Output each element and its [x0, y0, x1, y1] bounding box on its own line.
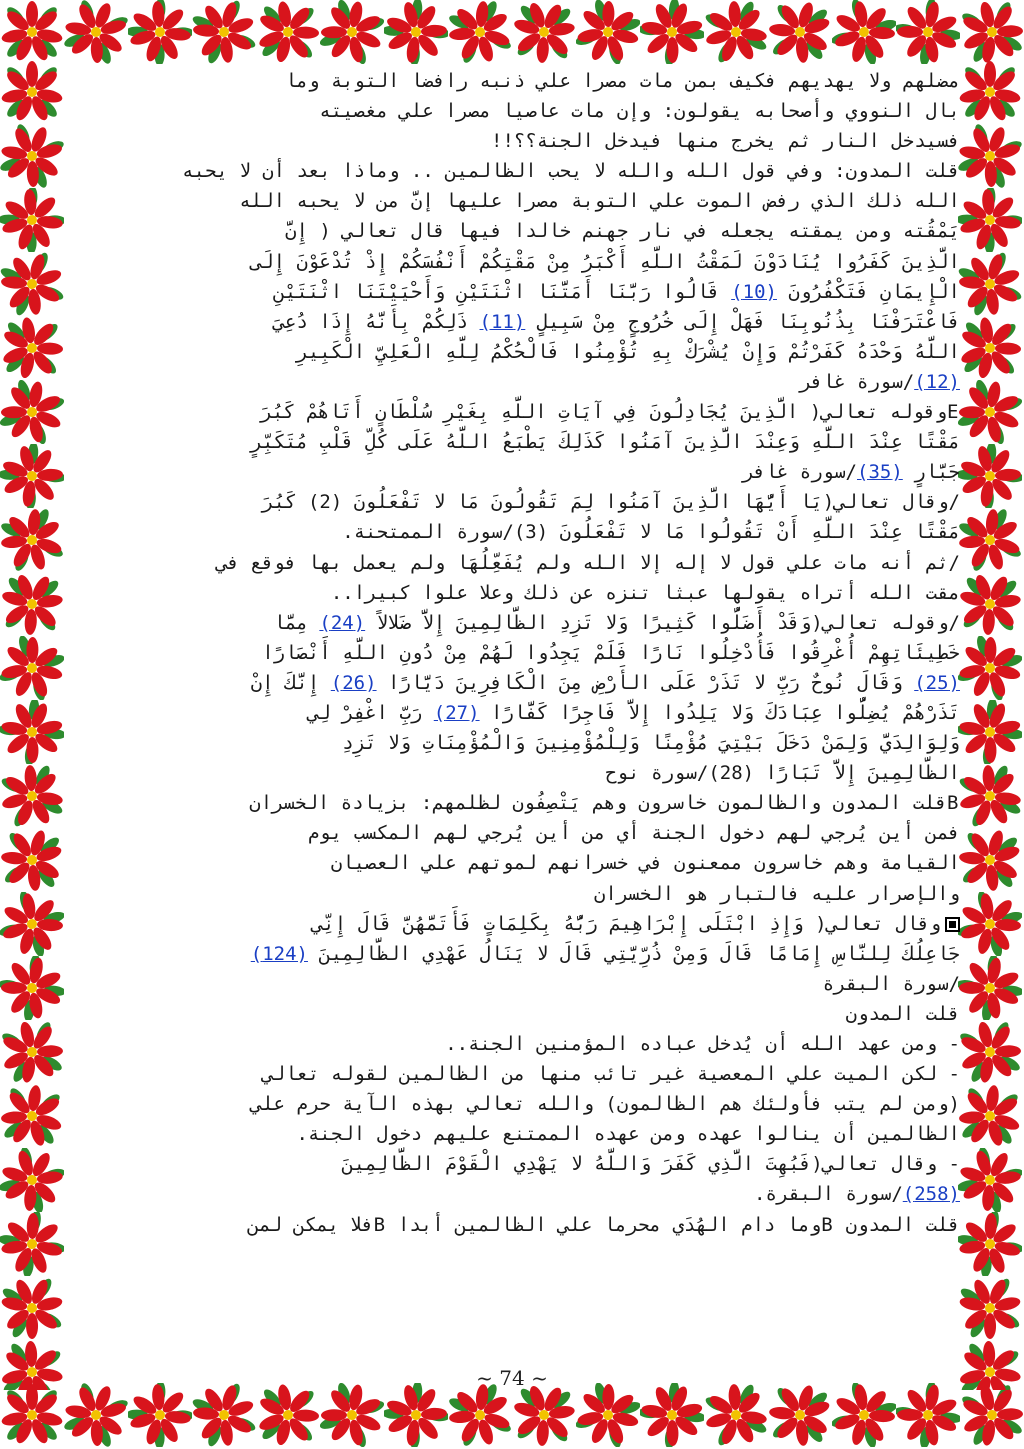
- poinsettia-flower-icon: [256, 1383, 320, 1447]
- text-line: [68, 427, 960, 457]
- poinsettia-flower-icon: [960, 0, 1024, 64]
- poinsettia-flower-icon: [0, 508, 64, 572]
- poinsettia-flower-icon: [576, 1383, 640, 1447]
- text-line: [68, 307, 960, 337]
- poinsettia-flower-icon: [704, 0, 768, 64]
- verse-reference-link[interactable]: (27): [433, 701, 480, 724]
- text-line: [68, 1149, 960, 1179]
- text-segment: والإصرار عليه فالتبار هو الخسران: [593, 882, 960, 905]
- text-line: [68, 758, 960, 788]
- poinsettia-flower-icon: [0, 1084, 64, 1148]
- poinsettia-flower-icon: [958, 1148, 1022, 1212]
- verse-reference-link[interactable]: (10): [731, 280, 777, 303]
- poinsettia-flower-icon: [0, 956, 64, 1020]
- poinsettia-flower-icon: [0, 380, 64, 444]
- poinsettia-flower-icon: [128, 0, 192, 64]
- poinsettia-flower-icon: [448, 1383, 512, 1447]
- text-line: [68, 999, 960, 1029]
- poinsettia-flower-icon: [832, 1383, 896, 1447]
- text-segment: /سورة البقرة.: [754, 1183, 903, 1206]
- text-line: [68, 909, 960, 939]
- poinsettia-flower-icon: [958, 1276, 1022, 1340]
- text-segment: تَذَرْهُمْ يُضِلُّوا عِبَادَكَ وَلا يَلِدُوا إِلاَّ فَاجِرًا كَفَّارًا: [479, 701, 960, 724]
- poinsettia-flower-icon: [0, 60, 64, 124]
- verse-reference-link[interactable]: (35): [857, 461, 903, 484]
- text-segment: - لكن الميت علي المعصية غير تائب منها من الظالمين لقوله تعالي: [262, 1063, 960, 1086]
- verse-reference-link[interactable]: (124): [250, 942, 308, 965]
- poinsettia-flower-icon: [0, 316, 64, 380]
- verse-reference-link[interactable]: (11): [479, 310, 526, 333]
- text-segment: الْإِيمَانِ فَتَكْفُرُونَ: [776, 280, 960, 303]
- square-bullet-icon: [945, 917, 960, 932]
- text-segment: رَبِّ اغْفِرْ لِي: [307, 701, 434, 724]
- text-line: [68, 698, 960, 728]
- text-line: [68, 277, 960, 307]
- text-line: [68, 186, 960, 216]
- text-line: [68, 728, 960, 758]
- poinsettia-flower-icon: [320, 0, 384, 64]
- poinsettia-flower-icon: [192, 0, 256, 64]
- poinsettia-flower-icon: [958, 1020, 1022, 1084]
- poinsettia-flower-icon: [958, 252, 1022, 316]
- poinsettia-flower-icon: [64, 0, 128, 64]
- poinsettia-flower-icon: [704, 1383, 768, 1447]
- text-line: [68, 367, 960, 397]
- text-segment: قلت المدون: [845, 1002, 960, 1025]
- text-segment: القيامة وهم خاسرون ممعنون في خسرانهم لموتهم علي العصيان: [330, 852, 960, 875]
- text-segment: /وقوله تعالي(وَقَدْ أَضَلُّوا كَثِيرًا وَلا تَزِدِ الظَّالِمِينَ إِلاَّ ضَلالاً: [365, 611, 960, 634]
- text-segment: وقال تعالي( وَإِذِ ابْتَلَى إِبْرَاهِيمَ رَبُّهُ بِكَلِمَاتٍ فَأَتَمَّهُنَّ قَالَ إِنِّي: [311, 912, 941, 935]
- text-segment: - وقال تعالي(فَبُهِتَ الَّذِي كَفَرَ وَاللَّهُ لا يَهْدِي الْقَوْمَ الظَّالِمِينَ: [342, 1153, 960, 1176]
- poinsettia-flower-icon: [0, 828, 64, 892]
- text-segment: /سورة غافر: [742, 461, 857, 484]
- poinsettia-flower-icon: [958, 892, 1022, 956]
- text-line: [68, 397, 960, 427]
- text-segment: /سورة البقرة: [822, 972, 960, 995]
- poinsettia-flower-icon: [958, 828, 1022, 892]
- verse-reference-link[interactable]: (24): [319, 611, 366, 634]
- text-segment: الله ذلك الذي رفض الموت علي التوبة مصرا عليها إنَّ من لا يحبه الله: [239, 190, 960, 213]
- text-segment: خَطِيئَاتِهِمْ أُغْرِقُوا فَأُدْخِلُوا نَارًا فَلَمْ يَجِدُوا لَهُمْ مِنْ دُونِ اللَّهِ أَنْصَارًا: [262, 641, 960, 664]
- text-line: [68, 578, 960, 608]
- text-segment: إِنَّكَ إِنْ: [250, 671, 331, 694]
- text-line: [68, 156, 960, 186]
- text-line: [68, 216, 960, 246]
- poinsettia-flower-icon: [0, 572, 64, 636]
- text-segment: /ثم أنه مات علي قول لا إله إلا الله ولم يُفَعِّلُهَا ولم يعمل بها فوقع في: [216, 551, 960, 574]
- border-top: [0, 0, 1024, 66]
- poinsettia-flower-icon: [958, 1084, 1022, 1148]
- text-segment: الظالمين أن ينالوا عهده ومن عهده الممتنع عليهم دخول الجنة.: [296, 1123, 960, 1146]
- poinsettia-flower-icon: [0, 444, 64, 508]
- text-line: [68, 247, 960, 277]
- page-body-text: [68, 66, 960, 1366]
- poinsettia-flower-icon: [0, 252, 64, 316]
- poinsettia-flower-icon: [448, 0, 512, 64]
- poinsettia-flower-icon: [768, 0, 832, 64]
- poinsettia-flower-icon: [896, 1383, 960, 1447]
- text-segment: جَاعِلُكَ لِلنَّاسِ إِمَامًا قَالَ وَمِنْ ذُرِّيَّتِي قَالَ لا يَنَالُ عَهْدِي الظَّالِمِينَ: [307, 942, 960, 965]
- text-segment: فمن أين يُرجي لهم دخول الجنة أي من أين يُرجي لهم المكسب يوم: [307, 822, 960, 845]
- poinsettia-flower-icon: [0, 188, 64, 252]
- text-segment: فَاعْتَرَفْنَا بِذُنُوبِنَا فَهَلْ إِلَى خُرُوجٍ مِنْ سَبِيلٍ: [525, 310, 960, 333]
- poinsettia-flower-icon: [512, 0, 576, 64]
- text-segment: اللَّهُ وَحْدَهُ كَفَرْتُمْ وَإِنْ يُشْرَكْ بِهِ تُؤْمِنُوا فَالْحُكْمُ لِلَّهِ الْعَلِيِّ الْكَبِيرِ: [296, 340, 960, 363]
- poinsettia-flower-icon: [0, 1212, 64, 1276]
- text-segment: وَقَالَ نُوحٌ رَبِّ لا تَذَرْ عَلَى الأَرْضِ مِنَ الْكَافِرِينَ دَيَّارًا: [376, 671, 915, 694]
- text-line: [68, 66, 960, 96]
- poinsettia-flower-icon: [958, 124, 1022, 188]
- text-line: [68, 96, 960, 126]
- poinsettia-flower-icon: [958, 700, 1022, 764]
- poinsettia-flower-icon: [0, 1276, 64, 1340]
- text-segment: /وقال تعالي(يَا أَيُّهَا الَّذِينَ آمَنُوا لِمَ تَقُولُونَ مَا لا تَفْعَلُونَ (2) كَبُرَ: [262, 491, 960, 514]
- poinsettia-flower-icon: [958, 316, 1022, 380]
- poinsettia-flower-icon: [958, 764, 1022, 828]
- text-line: [68, 1089, 960, 1119]
- text-line: [68, 969, 960, 999]
- text-segment: Bقلت المدون والظالمون خاسرون وهم يَتْصِفُون لظلمهم: بزيادة الخسران: [249, 792, 960, 815]
- verse-reference-link[interactable]: (12): [914, 370, 960, 393]
- text-segment: (ومن لم يتب فأولئك هم الظالمون) والله تعالي بهذه الآية حرم علي: [250, 1093, 960, 1116]
- text-line: [68, 939, 960, 969]
- poinsettia-flower-icon: [958, 444, 1022, 508]
- text-segment: وَلِوَالِدَيَّ وَلِمَنْ دَخَلَ بَيْتِيَ مُؤْمِنًا وَلِلْمُؤْمِنِينَ وَالْمُؤْمِنَاتِ وَلا تَزِدِ: [342, 732, 960, 755]
- poinsettia-flower-icon: [320, 1383, 384, 1447]
- text-line: [68, 337, 960, 367]
- text-line: [68, 608, 960, 638]
- poinsettia-flower-icon: [958, 188, 1022, 252]
- poinsettia-flower-icon: [958, 380, 1022, 444]
- verse-reference-link[interactable]: (25): [914, 671, 960, 694]
- poinsettia-flower-icon: [958, 636, 1022, 700]
- text-line: [68, 1179, 960, 1209]
- poinsettia-flower-icon: [384, 0, 448, 64]
- text-segment: الَّذِينَ كَفَرُوا يُنَادَوْنَ لَمَقْتُ اللَّهِ أَكْبَرُ مِنْ مَقْتِكُمْ أَنْفُسَكُمْ إِذْ تُدْعَوْنَ إِلَى: [250, 250, 960, 273]
- text-segment: جَبَّارٍ: [902, 461, 960, 484]
- text-line: [68, 668, 960, 698]
- text-segment: Eوقوله تعالي( الَّذِينَ يُجَادِلُونَ فِي آيَاتِ اللَّهِ بِغَيْرِ سُلْطَانٍ أَتَاهُمْ كَبُرَ: [260, 401, 960, 424]
- text-segment: يَمْقُته ومن يمقته يجعله في نار جهنم خالدا فيها قال تعالي ( إِنَّ: [285, 220, 960, 243]
- poinsettia-flower-icon: [128, 1383, 192, 1447]
- page-number: ~ 74 ~: [476, 1366, 548, 1390]
- text-line: [68, 1029, 960, 1059]
- text-segment: مَقْتًا عِنْدَ اللَّهِ أَنْ تَقُولُوا مَا لا تَفْعَلُونَ (3)/سورة الممتحنة.: [342, 521, 960, 544]
- poinsettia-flower-icon: [896, 0, 960, 64]
- text-segment: بال النووي وأصحابه يقولون: وإن مات عاصيا مصرا علي مغصيته: [319, 100, 960, 123]
- poinsettia-flower-icon: [0, 1148, 64, 1212]
- poinsettia-flower-icon: [960, 1383, 1024, 1447]
- text-line: [68, 1059, 960, 1089]
- poinsettia-flower-icon: [256, 0, 320, 64]
- text-line: [68, 126, 960, 156]
- text-segment: - ومن عهد الله أن يُدخل عباده المؤمنين الجنة..: [445, 1033, 960, 1055]
- poinsettia-flower-icon: [958, 508, 1022, 572]
- text-line: [68, 788, 960, 818]
- border-right: [958, 60, 1024, 1390]
- text-line: [68, 457, 960, 487]
- text-segment: قَالُوا رَبَّنَا أَمَتَّنَا اثْنَتَيْنِ وَأَحْيَيْتَنَا اثْنَتَيْنِ: [273, 280, 732, 303]
- poinsettia-flower-icon: [0, 1383, 64, 1447]
- poinsettia-flower-icon: [958, 956, 1022, 1020]
- poinsettia-flower-icon: [0, 1020, 64, 1084]
- text-line: [68, 638, 960, 668]
- poinsettia-flower-icon: [640, 0, 704, 64]
- text-segment: مِمَّا: [273, 611, 320, 634]
- text-segment: ذَلِكُمْ بِأَنَّهُ إِذَا دُعِيَ: [273, 310, 480, 333]
- poinsettia-flower-icon: [64, 1383, 128, 1447]
- text-segment: مَقْتًا عِنْدَ اللَّهِ وَعِنْدَ الَّذِينَ آمَنُوا كَذَلِكَ يَطْبَعُ اللَّهُ عَلَى كُلِّ قَلْبِ مُتَكَبِّرٍ: [250, 431, 960, 454]
- poinsettia-flower-icon: [0, 124, 64, 188]
- text-line: [68, 1210, 960, 1240]
- poinsettia-flower-icon: [0, 700, 64, 764]
- poinsettia-flower-icon: [958, 60, 1022, 124]
- text-line: [68, 1119, 960, 1149]
- text-line: [68, 487, 960, 517]
- text-line: [68, 818, 960, 848]
- poinsettia-flower-icon: [0, 764, 64, 828]
- text-line: [68, 517, 960, 547]
- verse-reference-link[interactable]: (258): [902, 1183, 960, 1206]
- text-line: [68, 879, 960, 909]
- verse-reference-link[interactable]: (26): [330, 671, 377, 694]
- text-segment: /سورة غافر: [799, 370, 915, 393]
- text-segment: قلت المدون: وفي قول الله والله لا يحب الظالمين .. وماذا بعد أن لا يحبه: [182, 160, 960, 183]
- poinsettia-flower-icon: [512, 1383, 576, 1447]
- poinsettia-flower-icon: [576, 0, 640, 64]
- text-segment: قلت المدون Bوما دام الهُدَي محرما علي الظالمين أبدا Bفلا يمكن لمن: [247, 1213, 960, 1236]
- text-line: [68, 848, 960, 878]
- text-segment: فسيدخل النار ثم يخرج منها فيدخل الجنة؟؟!!: [491, 130, 960, 153]
- poinsettia-flower-icon: [0, 0, 64, 64]
- text-segment: مقت الله أتراه يقولها عبثا تنزه عن ذلك وعلا علوا كبيرا..: [330, 581, 960, 604]
- poinsettia-flower-icon: [0, 636, 64, 700]
- border-bottom: [0, 1383, 1024, 1449]
- poinsettia-flower-icon: [768, 1383, 832, 1447]
- poinsettia-flower-icon: [640, 1383, 704, 1447]
- poinsettia-flower-icon: [384, 1383, 448, 1447]
- poinsettia-flower-icon: [958, 1212, 1022, 1276]
- poinsettia-flower-icon: [0, 892, 64, 956]
- text-segment: مضلهم ولا يهديهم فكيف بمن مات مصرا علي ذنبه رافضا التوبة وما: [285, 70, 960, 92]
- poinsettia-flower-icon: [958, 572, 1022, 636]
- border-left: [0, 60, 66, 1390]
- text-line: [68, 548, 960, 578]
- poinsettia-flower-icon: [832, 0, 896, 64]
- poinsettia-flower-icon: [192, 1383, 256, 1447]
- text-segment: الظَّالِمِينَ إِلاَّ تَبَارًا (28)/سورة نوح: [605, 762, 960, 785]
